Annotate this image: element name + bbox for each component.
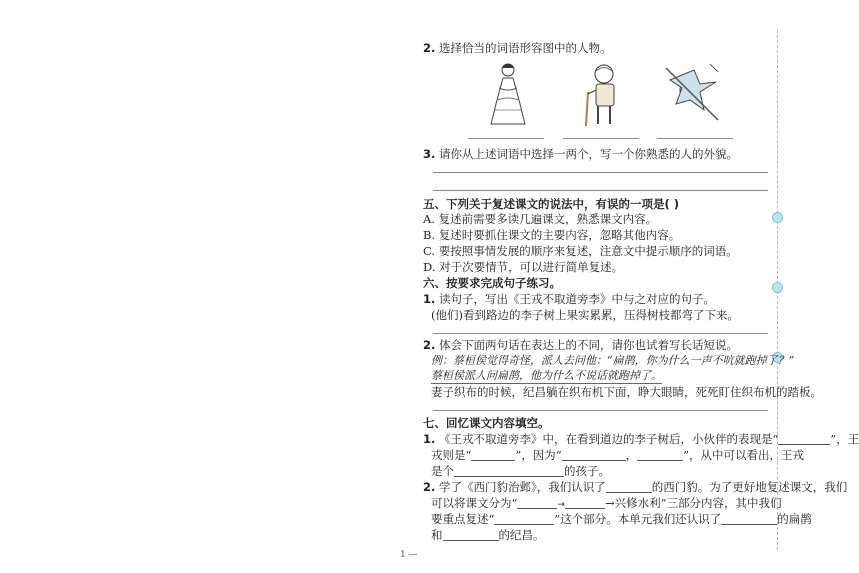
answer-line[interactable] [433,172,768,173]
fill-blank[interactable] [721,513,777,525]
section-7-title: 七、回忆课文内容填空。 [423,416,550,430]
text: ”，从中可以看出，王戎 [683,448,805,462]
fill-blank[interactable] [494,513,554,525]
s6-q1-sentence: (他们)看到路边的李子树上果实累累，压得树枝都弯了下来。 [431,308,739,322]
text: ”，王 [830,432,859,446]
lady-figure [483,60,533,128]
q3-text: 请你从上述词语中选择一两个，写一个你熟悉的人的外貌。 [439,147,739,161]
s6-task-sentence: 妻子织布的时候，纪昌躺在织布机下面，睁大眼睛，死死盯住织布机的踏板。 [431,385,822,399]
s7-q1-number: 1. [423,432,436,446]
s7-q1-line3 [431,464,610,478]
answer-blank-lady[interactable] [468,138,544,139]
option-b[interactable]: B. 复述时要抓住课文的主要内容，忽略其他内容。 [423,228,681,242]
fill-blank[interactable] [471,449,515,461]
s6-q2-line [423,338,738,352]
text: 的扁鹊 [777,512,812,526]
example-long: 例：蔡桓侯觉得奇怪，派人去问他：“扁鹊，你为什么一声不吭就跑掉了？” [431,354,795,367]
answer-blank-warrior[interactable] [657,138,733,139]
s7-q2-line2 [431,496,781,512]
s7-q1-line1 [423,432,859,446]
text: ”，因为“ [515,448,562,462]
warrior-figure [660,60,724,126]
answer-blank-old-man[interactable] [563,138,639,139]
option-d[interactable]: D. 对于次要情节，可以进行简单复述。 [423,260,624,274]
example-short: 蔡桓侯派人问扁鹊，他为什么不说话就跑掉了。 [431,369,662,382]
fill-blank[interactable] [778,433,830,445]
text: 可以将课文分为“ [431,496,518,510]
answer-line[interactable] [433,333,768,334]
q3-number: 3. [423,147,436,161]
s7-q1-line2 [431,448,804,462]
fill-blank[interactable] [562,449,626,461]
binding-hole [772,282,783,293]
text: 是个 [431,464,454,478]
s6-q1-line [423,292,715,306]
q2-text: 选择恰当的词语形容图中的人物。 [439,41,612,55]
s7-q2-line3 [431,512,812,526]
fill-blank[interactable] [606,481,652,493]
text: 学了《西门豹治邺》，我们认识了 [439,480,606,494]
s7-q2-number: 2. [423,480,436,494]
answer-line[interactable] [433,190,768,191]
q2-number: 2. [423,41,436,55]
text: 要重点复述“ [431,512,495,526]
text: ， [625,448,638,462]
option-c[interactable]: C. 要按照事情发展的顺序来复述，注意文中提示顺序的词语。 [423,244,738,258]
binding-hole [772,212,783,223]
fill-blank[interactable] [637,449,683,461]
s6-q2-text: 体会下面两句话在表达上的不同，请你也试着写长话短说。 [439,338,739,352]
section-6-title: 六、按要求完成句子练习。 [423,276,561,290]
page-number: 1 — [400,550,418,560]
s7-q2-line4 [431,528,545,542]
section-5-title: 五、下列关于复述课文的说法中，有误的一项是( ) [423,197,680,211]
s6-q2-number: 2. [423,338,436,352]
q3-line [423,147,738,161]
s6-q1-text: 读句子，写出《王戎不取道旁李》中与之对应的句子。 [439,292,716,306]
fill-blank[interactable] [565,497,605,509]
text: 《王戎不取道旁李》中，在看到道边的李子树后，小伙伴的表现是“ [439,432,779,446]
text: ”这个部分。本单元我们还认识了 [554,512,722,526]
fill-blank[interactable] [517,497,557,509]
fill-blank[interactable] [443,529,499,541]
text: 和 [431,528,443,542]
s7-q2-line1 [423,480,847,494]
text: 的纪昌。 [498,528,545,542]
q2-line [423,41,612,55]
arrow-icon: → [557,500,565,510]
option-a[interactable]: A. 复述前需要多读几遍课文，熟悉课文内容。 [423,212,658,226]
old-man-figure [580,62,626,128]
text: →兴修水利”三部分内容，其中我们 [604,496,782,510]
answer-line[interactable] [433,410,768,411]
text: 的西门豹。为了更好地复述课文，我们 [651,480,848,494]
text: 戎则是“ [431,448,472,462]
fill-blank[interactable] [454,465,564,477]
s6-q1-number: 1. [423,292,436,306]
text: 的孩子。 [564,464,610,478]
